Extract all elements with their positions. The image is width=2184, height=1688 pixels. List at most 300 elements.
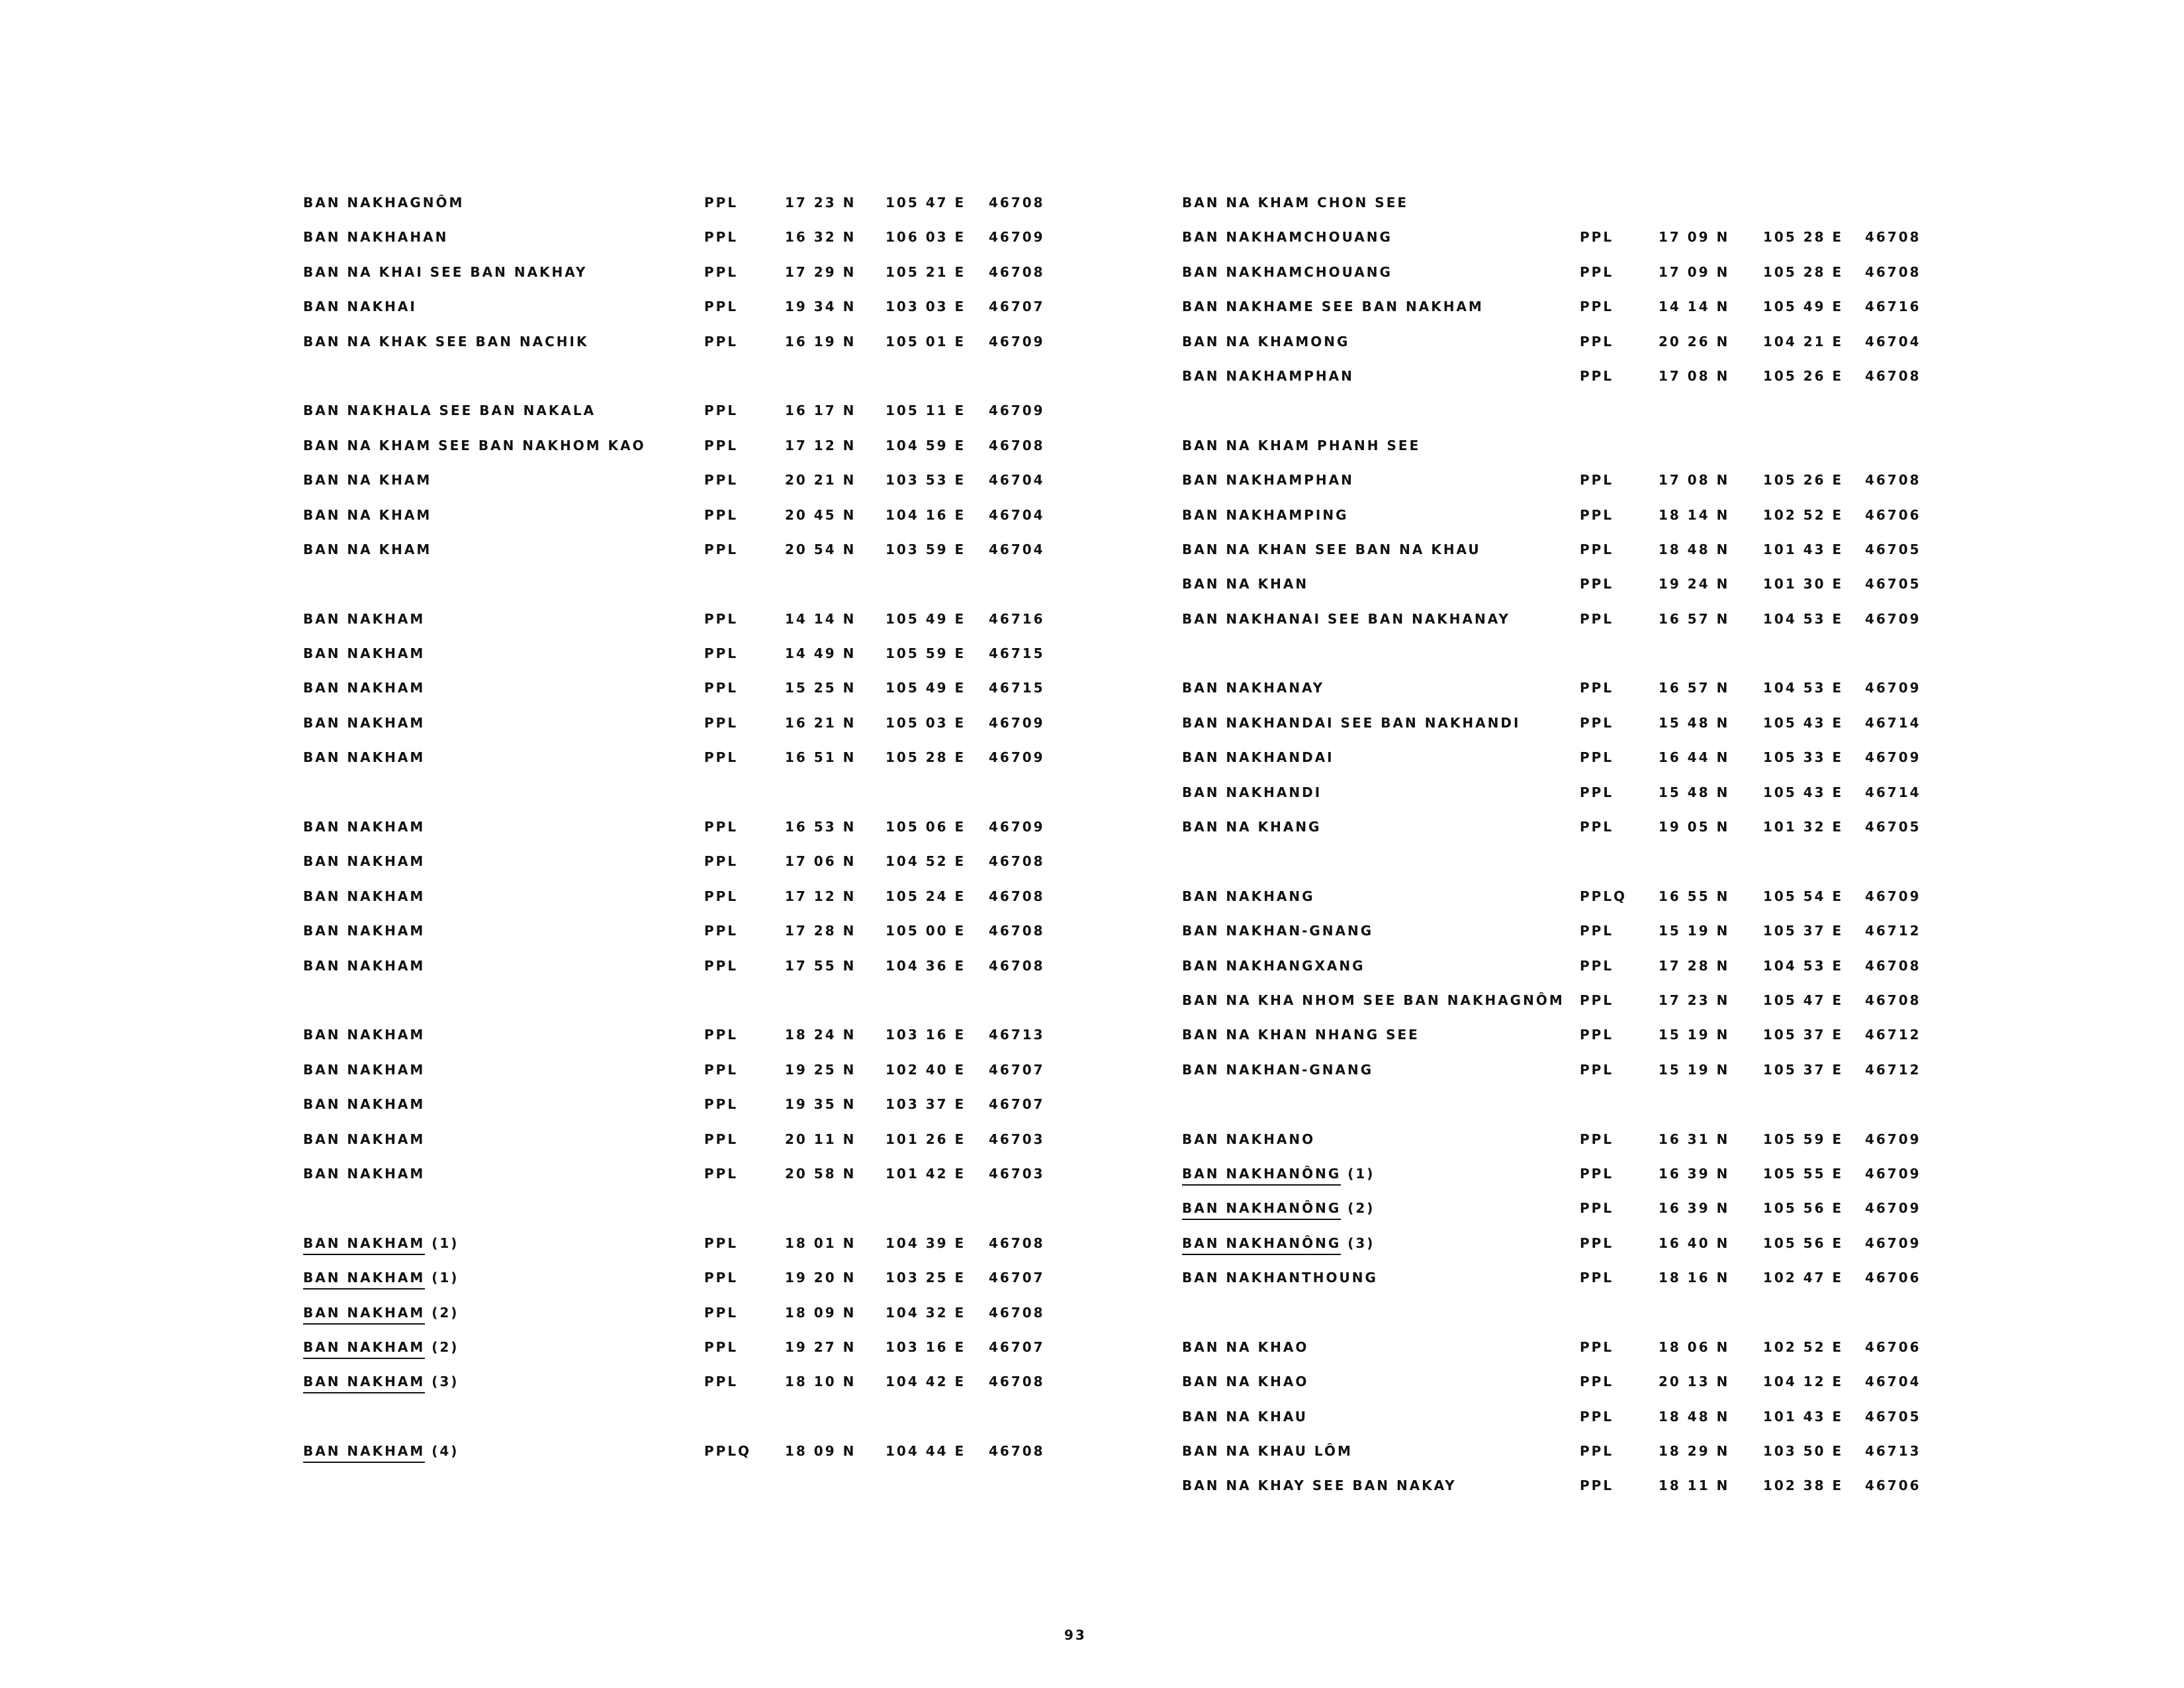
longitude: 104 39 E (886, 1235, 966, 1251)
latitude: 16 57 N (1659, 680, 1730, 696)
latitude: 19 34 N (785, 299, 856, 315)
latitude: 18 16 N (1659, 1270, 1730, 1286)
place-name (303, 715, 425, 731)
place-name (1182, 472, 1354, 488)
map-code: 46707 (989, 299, 1045, 315)
place-name (1182, 958, 1365, 974)
place-name-suffix: (2) (1341, 1200, 1375, 1217)
place-name (1182, 1200, 1375, 1216)
place-name (303, 1374, 459, 1389)
longitude: 105 06 E (886, 819, 966, 835)
place-name-text: BAN NAKHANDI (1182, 784, 1322, 800)
place-name-text: BAN NAKHANO (1182, 1131, 1316, 1147)
feature-type: PPL (704, 299, 739, 315)
place-name-text: BAN NA KHAN SEE BAN NA KHAU (1182, 541, 1481, 557)
latitude: 19 05 N (1659, 819, 1730, 835)
place-name (1182, 1270, 1378, 1286)
map-code: 46709 (989, 819, 1045, 835)
feature-type: PPL (704, 1165, 739, 1182)
place-name (1182, 1131, 1315, 1147)
place-name-text: BAN NAKHAM (303, 1374, 425, 1393)
place-name (303, 299, 417, 314)
feature-type: PPL (704, 1131, 739, 1147)
place-name (1182, 992, 1565, 1008)
place-name-text: BAN NAKHAM (303, 1131, 426, 1147)
place-name-text: BAN NAKHAM (303, 1305, 425, 1325)
map-code: 46708 (1865, 367, 1921, 384)
longitude: 103 16 E (886, 1027, 966, 1043)
longitude: 104 59 E (886, 437, 966, 453)
place-name-text: BAN NA KHAU (1182, 1408, 1308, 1425)
latitude: 15 48 N (1659, 784, 1730, 800)
map-code: 46708 (989, 888, 1045, 904)
feature-type: PPL (1580, 714, 1614, 731)
place-name-suffix: (2) (425, 1338, 459, 1355)
place-name-text: BAN NAKHAI (303, 299, 417, 315)
place-name (1182, 576, 1308, 592)
map-code: 46706 (1865, 506, 1921, 523)
longitude: 102 52 E (1763, 1338, 1844, 1355)
place-name (303, 195, 464, 211)
place-name (1182, 784, 1322, 800)
map-code: 46705 (1865, 541, 1921, 557)
feature-type: PPL (1580, 1270, 1614, 1286)
feature-type: PPL (1580, 1338, 1614, 1355)
place-name-text: BAN NAKHANÔNG (1182, 1166, 1341, 1186)
feature-type: PPL (704, 853, 739, 870)
place-name (303, 229, 448, 245)
place-name (303, 819, 425, 835)
latitude: 20 21 N (785, 472, 856, 489)
latitude: 14 14 N (1659, 299, 1730, 315)
place-name (303, 1062, 425, 1078)
map-code: 46706 (1865, 1270, 1921, 1286)
latitude: 15 25 N (785, 680, 856, 696)
feature-type: PPL (704, 1235, 739, 1251)
map-code: 46709 (989, 402, 1045, 419)
latitude: 18 06 N (1659, 1338, 1730, 1355)
place-name (303, 958, 425, 974)
latitude: 17 28 N (1659, 957, 1730, 974)
place-name (303, 1305, 459, 1321)
map-code: 46715 (989, 680, 1045, 696)
longitude: 103 50 E (1763, 1443, 1844, 1460)
longitude: 102 38 E (1763, 1477, 1844, 1494)
place-name-suffix: (1) (425, 1235, 459, 1251)
place-name (1182, 819, 1321, 835)
feature-type: PPL (1580, 1374, 1614, 1390)
place-name-text: BAN NA KHAK SEE BAN NACHIK (303, 333, 589, 350)
map-code: 46704 (1865, 1374, 1921, 1390)
place-name-text: BAN NAKHAM (303, 680, 426, 696)
longitude: 105 49 E (1763, 299, 1844, 315)
map-code: 46709 (989, 229, 1045, 246)
place-name (303, 888, 425, 904)
place-name-text: BAN NAKHANÔNG (1182, 1235, 1341, 1255)
longitude: 101 26 E (886, 1131, 966, 1147)
feature-type: PPL (704, 437, 739, 453)
map-code: 46709 (1865, 1131, 1921, 1147)
map-code: 46716 (1865, 299, 1921, 315)
feature-type: PPL (704, 402, 739, 419)
place-name-suffix: (3) (1341, 1235, 1375, 1251)
map-code: 46707 (989, 1270, 1045, 1286)
place-name-suffix: (1) (1341, 1165, 1375, 1182)
map-code: 46708 (1865, 263, 1921, 280)
map-code: 46708 (1865, 992, 1921, 1008)
feature-type: PPL (704, 1061, 739, 1078)
longitude: 105 55 E (1763, 1165, 1844, 1182)
place-name-text: BAN NA KHAMONG (1182, 333, 1350, 350)
longitude: 104 12 E (1763, 1374, 1844, 1390)
place-name (303, 1131, 425, 1147)
longitude: 105 49 E (886, 680, 966, 696)
place-name-text: BAN NAKHANGXANG (1182, 957, 1365, 974)
longitude: 103 53 E (886, 472, 966, 489)
longitude: 104 32 E (886, 1304, 966, 1321)
feature-type: PPL (1580, 472, 1614, 489)
longitude: 102 47 E (1763, 1270, 1844, 1286)
place-name-text: BAN NAKHAM (303, 888, 426, 904)
place-name-text: BAN NAKHAM (303, 1270, 425, 1289)
place-name (303, 645, 425, 661)
place-name-text: BAN NAKHALA SEE BAN NAKALA (303, 402, 596, 419)
latitude: 20 54 N (785, 541, 856, 557)
feature-type: PPL (1580, 1131, 1614, 1147)
place-name-text: BAN NAKHAN-GNANG (1182, 1061, 1374, 1078)
longitude: 102 52 E (1763, 506, 1844, 523)
latitude: 20 45 N (785, 506, 856, 523)
longitude: 105 03 E (886, 714, 966, 731)
map-code: 46712 (1865, 1061, 1921, 1078)
latitude: 16 44 N (1659, 749, 1730, 766)
place-name-text: BAN NA KHAY SEE BAN NAKAY (1182, 1477, 1457, 1494)
feature-type: PPL (1580, 923, 1614, 939)
map-code: 46707 (989, 1096, 1045, 1113)
place-name-text: BAN NA KHAI SEE BAN NAKHAY (303, 263, 588, 280)
longitude: 104 53 E (1763, 680, 1844, 696)
place-name (303, 611, 425, 627)
latitude: 20 58 N (785, 1165, 856, 1182)
map-code: 46708 (989, 263, 1045, 280)
place-name-text: BAN NAKHAM (303, 610, 426, 627)
place-name-text: BAN NAKHAM (303, 1165, 426, 1182)
feature-type: PPL (1580, 367, 1614, 384)
place-name-text: BAN NA KHAM (303, 541, 432, 557)
longitude: 101 32 E (1763, 819, 1844, 835)
feature-type: PPL (1580, 680, 1614, 696)
place-name (303, 1027, 425, 1043)
place-name-text: BAN NAKHAM (303, 819, 426, 835)
map-code: 46709 (1865, 1200, 1921, 1217)
map-code: 46703 (989, 1131, 1045, 1147)
map-code: 46708 (1865, 229, 1921, 246)
feature-type: PPL (1580, 1027, 1614, 1043)
place-name (1182, 1027, 1420, 1043)
map-code: 46712 (1865, 923, 1921, 939)
map-code: 46709 (1865, 610, 1921, 627)
place-name-text: BAN NAKHAME SEE BAN NAKHAM (1182, 299, 1484, 315)
latitude: 17 29 N (785, 263, 856, 280)
longitude: 104 44 E (886, 1443, 966, 1460)
longitude: 105 37 E (1763, 923, 1844, 939)
place-name (303, 438, 646, 453)
place-name-text: BAN NAKHAMCHOUANG (1182, 263, 1392, 280)
map-code: 46708 (989, 1374, 1045, 1390)
place-name (303, 1235, 459, 1251)
feature-type: PPL (1580, 749, 1614, 766)
place-name (1182, 1409, 1308, 1425)
latitude: 16 57 N (1659, 610, 1730, 627)
place-name (1182, 541, 1481, 557)
place-name (303, 264, 587, 280)
feature-type: PPL (1580, 333, 1614, 350)
latitude: 18 10 N (785, 1374, 856, 1390)
feature-type: PPL (1580, 1200, 1614, 1217)
longitude: 105 11 E (886, 402, 966, 419)
map-code: 46708 (989, 1304, 1045, 1321)
place-name (1182, 507, 1349, 523)
feature-type: PPL (1580, 819, 1614, 835)
feature-type: PPL (704, 1270, 739, 1286)
place-name (303, 853, 425, 869)
map-code: 46709 (1865, 1165, 1921, 1182)
latitude: 16 31 N (1659, 1131, 1730, 1147)
map-code: 46709 (989, 749, 1045, 766)
feature-type: PPL (704, 472, 739, 489)
longitude: 105 54 E (1763, 888, 1844, 904)
latitude: 17 09 N (1659, 263, 1730, 280)
latitude: 16 39 N (1659, 1165, 1730, 1182)
place-name-text: BAN NA KHAM PHANH SEE (1182, 437, 1421, 453)
longitude: 105 24 E (886, 888, 966, 904)
place-name-text: BAN NAKHANG (1182, 888, 1315, 904)
latitude: 18 48 N (1659, 541, 1730, 557)
place-name-text: BAN NAKHAMPHAN (1182, 472, 1354, 489)
map-code: 46703 (989, 1165, 1045, 1182)
longitude: 103 16 E (886, 1338, 966, 1355)
place-name (303, 507, 432, 523)
place-name (1182, 680, 1324, 696)
place-name-text: BAN NA KHAO (1182, 1338, 1309, 1355)
map-code: 46708 (989, 1443, 1045, 1460)
feature-type: PPL (1580, 299, 1614, 315)
feature-type: PPL (1580, 541, 1614, 557)
place-name-text: BAN NAKHAMCHOUANG (1182, 229, 1392, 246)
place-name (1182, 264, 1392, 280)
place-name-text: BAN NAKHAM (303, 853, 426, 870)
feature-type: PPL (704, 1096, 739, 1113)
latitude: 16 19 N (785, 333, 856, 350)
latitude: 20 26 N (1659, 333, 1730, 350)
map-code: 46713 (989, 1027, 1045, 1043)
place-name-text: BAN NA KHAU LÔM (1182, 1443, 1353, 1460)
place-name (1182, 1339, 1308, 1355)
place-name-text: BAN NAKHANAY (1182, 680, 1325, 696)
feature-type: PPL (1580, 957, 1614, 974)
place-name-suffix: (3) (425, 1374, 459, 1390)
longitude: 105 49 E (886, 610, 966, 627)
feature-type: PPL (1580, 229, 1614, 246)
feature-type: PPL (704, 680, 739, 696)
feature-type: PPL (704, 923, 739, 939)
map-code: 46706 (1865, 1338, 1921, 1355)
place-name-text: BAN NAKHAM (303, 957, 426, 974)
longitude: 105 00 E (886, 923, 966, 939)
place-name (1182, 923, 1373, 939)
feature-type: PPL (704, 1027, 739, 1043)
place-name-text: BAN NAKHANDAI (1182, 749, 1334, 766)
feature-type: PPL (1580, 1408, 1614, 1425)
latitude: 19 27 N (785, 1338, 856, 1355)
latitude: 19 24 N (1659, 576, 1730, 592)
place-name-text: BAN NA KHAM SEE BAN NAKHOM KAO (303, 437, 646, 453)
map-code: 46712 (1865, 1027, 1921, 1043)
place-name-text: BAN NAKHAMPHAN (1182, 367, 1354, 384)
latitude: 17 55 N (785, 957, 856, 974)
place-name (1182, 1062, 1373, 1078)
latitude: 17 12 N (785, 888, 856, 904)
longitude: 105 59 E (1763, 1131, 1844, 1147)
place-name (1182, 1477, 1457, 1493)
longitude: 104 52 E (886, 853, 966, 870)
map-code: 46707 (989, 1061, 1045, 1078)
latitude: 17 09 N (1659, 229, 1730, 246)
longitude: 105 59 E (886, 645, 966, 662)
feature-type: PPL (1580, 1477, 1614, 1494)
place-name-text: BAN NAKHAM (303, 749, 426, 766)
feature-type: PPL (704, 229, 739, 246)
longitude: 101 43 E (1763, 1408, 1844, 1425)
place-name-text: BAN NAKHAM (303, 923, 426, 939)
longitude: 105 28 E (886, 749, 966, 766)
map-code: 46707 (989, 1338, 1045, 1355)
latitude: 16 17 N (785, 402, 856, 419)
map-code: 46709 (1865, 888, 1921, 904)
latitude: 16 40 N (1659, 1235, 1730, 1251)
latitude: 15 19 N (1659, 1027, 1730, 1043)
place-name-text: BAN NAKHAM (303, 645, 426, 662)
feature-type: PPL (704, 957, 739, 974)
map-code: 46709 (1865, 749, 1921, 766)
map-code: 46706 (1865, 1477, 1921, 1494)
map-code: 46714 (1865, 784, 1921, 800)
latitude: 18 11 N (1659, 1477, 1730, 1494)
map-code: 46716 (989, 610, 1045, 627)
map-code: 46713 (1865, 1443, 1921, 1460)
latitude: 16 55 N (1659, 888, 1730, 904)
place-name-text: BAN NAKHAM (303, 1443, 425, 1463)
map-code: 46708 (989, 923, 1045, 939)
longitude: 104 53 E (1763, 610, 1844, 627)
longitude: 105 56 E (1763, 1235, 1844, 1251)
place-name-text: BAN NAKHAMPING (1182, 506, 1349, 523)
place-name (1182, 1374, 1308, 1389)
latitude: 19 35 N (785, 1096, 856, 1113)
longitude: 104 21 E (1763, 333, 1844, 350)
latitude: 19 20 N (785, 1270, 856, 1286)
latitude: 18 24 N (785, 1027, 856, 1043)
place-name-text: BAN NAKHANTHOUNG (1182, 1270, 1378, 1286)
place-name (303, 402, 596, 418)
map-code: 46715 (989, 645, 1045, 662)
place-name (1182, 368, 1354, 384)
latitude: 20 11 N (785, 1131, 856, 1147)
longitude: 105 43 E (1763, 714, 1844, 731)
latitude: 18 09 N (785, 1443, 856, 1460)
place-name (303, 334, 588, 350)
latitude: 17 08 N (1659, 367, 1730, 384)
feature-type: PPL (1580, 992, 1614, 1008)
feature-type: PPL (1580, 506, 1614, 523)
place-name-text: BAN NAKHAM (303, 1339, 425, 1359)
place-name (303, 680, 425, 696)
feature-type: PPL (1580, 1061, 1614, 1078)
longitude: 105 26 E (1763, 367, 1844, 384)
map-code: 46704 (989, 472, 1045, 489)
latitude: 18 01 N (785, 1235, 856, 1251)
feature-type: PPL (704, 1304, 739, 1321)
latitude: 16 21 N (785, 714, 856, 731)
place-name-text: BAN NA KHAN (1182, 576, 1309, 592)
longitude: 105 37 E (1763, 1027, 1844, 1043)
longitude: 102 40 E (886, 1061, 966, 1078)
feature-type: PPL (704, 819, 739, 835)
place-name-text: BAN NA KHAO (1182, 1374, 1309, 1390)
place-name (1182, 334, 1349, 350)
latitude: 18 48 N (1659, 1408, 1730, 1425)
longitude: 104 16 E (886, 506, 966, 523)
latitude: 18 14 N (1659, 506, 1730, 523)
place-name-text: BAN NAKHANAI SEE BAN NAKHANAY (1182, 610, 1510, 627)
map-code: 46709 (1865, 680, 1921, 696)
place-name (303, 1166, 425, 1182)
place-name (1182, 299, 1484, 314)
longitude: 104 53 E (1763, 957, 1844, 974)
map-code: 46705 (1865, 1408, 1921, 1425)
map-code: 46709 (1865, 1235, 1921, 1251)
place-name (303, 472, 432, 488)
place-name-text: BAN NA KHAN NHANG SEE (1182, 1027, 1420, 1043)
map-code: 46709 (989, 714, 1045, 731)
longitude: 105 47 E (886, 195, 966, 211)
latitude: 17 06 N (785, 853, 856, 870)
latitude: 15 48 N (1659, 714, 1730, 731)
longitude: 105 21 E (886, 263, 966, 280)
place-name (303, 749, 425, 765)
feature-type: PPLQ (1580, 888, 1627, 904)
latitude: 17 12 N (785, 437, 856, 453)
place-name-suffix: (4) (425, 1443, 459, 1460)
place-name (1182, 1166, 1375, 1182)
feature-type: PPL (1580, 610, 1614, 627)
place-name-text: BAN NA KHAM CHON SEE (1182, 195, 1409, 211)
longitude: 105 01 E (886, 333, 966, 350)
place-name (1182, 749, 1334, 765)
longitude: 105 28 E (1763, 229, 1844, 246)
feature-type: PPLQ (704, 1443, 752, 1460)
place-name-text: BAN NAKHAGNÔM (303, 195, 465, 211)
longitude: 101 42 E (886, 1165, 966, 1182)
place-name-text: BAN NA KHAM (303, 506, 432, 523)
longitude: 103 25 E (886, 1270, 966, 1286)
longitude: 103 03 E (886, 299, 966, 315)
feature-type: PPL (704, 333, 739, 350)
place-name-text: BAN NAKHANÔNG (1182, 1200, 1341, 1220)
feature-type: PPL (1580, 1443, 1614, 1460)
map-code: 46705 (1865, 576, 1921, 592)
place-name (1182, 195, 1408, 211)
